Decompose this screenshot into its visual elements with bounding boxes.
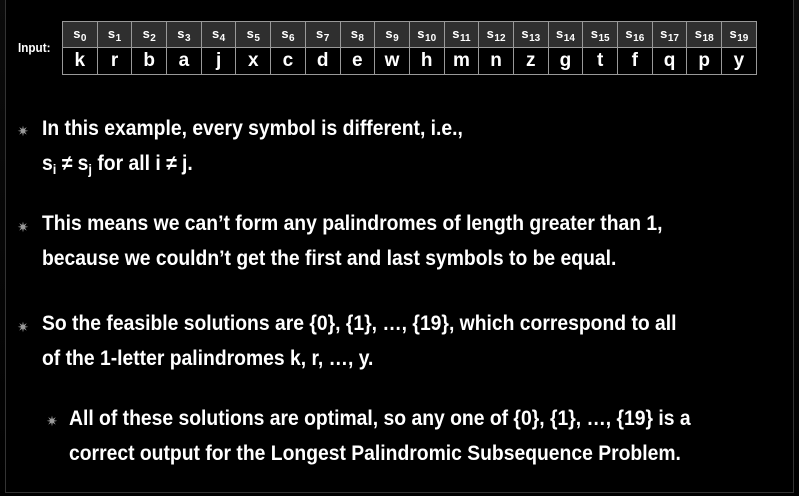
symbol-cell: h xyxy=(409,48,444,75)
index-cell xyxy=(305,22,340,48)
symbol-cell: j xyxy=(201,48,236,75)
index-cell xyxy=(444,22,479,48)
formula-part: for all i ≠ j. xyxy=(91,152,193,175)
index-subscript: 13 xyxy=(529,32,541,44)
index-prefix: s xyxy=(417,25,425,41)
asterisk-bullet-icon: ✷ xyxy=(17,319,29,335)
index-subscript: 16 xyxy=(633,32,645,44)
index-prefix: s xyxy=(729,25,737,41)
index-subscript: 4 xyxy=(219,32,226,44)
index-prefix: s xyxy=(316,25,324,41)
index-subscript: 14 xyxy=(563,32,575,44)
symbol-cell: d xyxy=(305,48,340,75)
symbol-cell: y xyxy=(722,48,757,75)
index-subscript: 0 xyxy=(80,32,87,44)
index-prefix: s xyxy=(694,25,703,41)
symbol-row xyxy=(63,48,757,75)
symbol-cell: b xyxy=(132,48,167,75)
index-cell xyxy=(271,22,306,48)
index-prefix: s xyxy=(556,25,564,41)
index-prefix: s xyxy=(177,25,185,41)
index-cell xyxy=(652,22,687,48)
index-prefix: s xyxy=(107,25,116,41)
index-cell xyxy=(618,22,653,48)
index-prefix: s xyxy=(142,25,150,41)
symbol-cell: e xyxy=(340,48,375,75)
index-subscript: 15 xyxy=(598,32,610,44)
index-subscript: 7 xyxy=(323,32,330,44)
bullet-item xyxy=(42,306,677,376)
bullet-item xyxy=(42,111,463,187)
input-label: Input: xyxy=(18,40,51,55)
index-cell xyxy=(548,22,583,48)
bullet-item xyxy=(42,206,663,276)
bullet-line: This means we can’t form any palindromes of length greater than 1, xyxy=(42,212,663,235)
index-prefix: s xyxy=(452,25,460,41)
symbol-cell: t xyxy=(583,48,618,75)
symbol-cell: z xyxy=(513,48,548,75)
index-subscript: 10 xyxy=(425,32,437,44)
index-prefix: s xyxy=(660,25,668,41)
index-subscript: 1 xyxy=(115,32,122,44)
symbol-cell: g xyxy=(548,48,583,75)
formula-part: s xyxy=(42,152,53,175)
symbol-cell: a xyxy=(167,48,202,75)
index-prefix: s xyxy=(350,25,358,41)
index-cell xyxy=(236,22,271,48)
index-prefix: s xyxy=(486,25,494,41)
formula-subscript: i xyxy=(52,161,57,177)
index-prefix: s xyxy=(521,25,529,41)
index-subscript: 9 xyxy=(393,32,399,44)
bullet-line: correct output for the Longest Palindromic Subsequence Problem. xyxy=(69,442,681,465)
index-row xyxy=(63,22,757,48)
asterisk-bullet-icon: ✷ xyxy=(17,123,29,139)
index-subscript: 2 xyxy=(150,32,156,44)
index-cell xyxy=(722,22,757,48)
index-subscript: 5 xyxy=(254,32,260,44)
index-cell xyxy=(687,22,722,48)
index-subscript: 12 xyxy=(494,32,506,44)
asterisk-bullet-icon: ✷ xyxy=(17,219,29,235)
sequence-table xyxy=(62,21,757,75)
index-subscript: 11 xyxy=(459,32,471,44)
index-prefix: s xyxy=(73,25,81,41)
symbol-cell: r xyxy=(97,48,132,75)
index-subscript: 18 xyxy=(702,32,714,44)
index-cell xyxy=(132,22,167,48)
index-subscript: 19 xyxy=(737,32,749,44)
bullet-line: So the feasible solutions are {0}, {1}, …, {19}, which correspond to all xyxy=(42,312,677,335)
index-prefix: s xyxy=(385,25,393,41)
index-subscript: 8 xyxy=(358,32,364,44)
formula-subscript: j xyxy=(88,161,92,177)
bullet-line: of the 1-letter palindromes k, r, …, y. xyxy=(42,347,374,370)
index-cell xyxy=(409,22,444,48)
index-cell xyxy=(375,22,410,48)
index-prefix: s xyxy=(625,25,633,41)
index-cell xyxy=(340,22,375,48)
symbol-cell: c xyxy=(271,48,306,75)
symbol-cell: n xyxy=(479,48,514,75)
symbol-cell: q xyxy=(652,48,687,75)
bullet-line-formula xyxy=(42,146,463,187)
symbol-cell: k xyxy=(63,48,98,75)
index-prefix: s xyxy=(246,25,254,41)
index-cell xyxy=(167,22,202,48)
sub-bullet-item xyxy=(69,401,691,471)
index-subscript: 3 xyxy=(184,32,191,44)
asterisk-bullet-icon: ✷ xyxy=(46,413,58,429)
index-subscript: 6 xyxy=(289,32,295,44)
bullet-line: All of these solutions are optimal, so any one of {0}, {1}, …, {19} is a xyxy=(69,407,691,430)
symbol-cell: f xyxy=(618,48,653,75)
bullet-line: because we couldn’t get the first and last symbols to be equal. xyxy=(42,247,617,270)
index-cell xyxy=(583,22,618,48)
index-prefix: s xyxy=(281,25,289,41)
symbol-cell: w xyxy=(375,48,410,75)
formula-part: ≠ s xyxy=(56,152,89,175)
index-prefix: s xyxy=(590,25,598,41)
symbol-cell: m xyxy=(444,48,479,75)
index-cell xyxy=(201,22,236,48)
symbol-cell: p xyxy=(687,48,722,75)
bullet-line: In this example, every symbol is different, i.e., xyxy=(42,117,463,140)
index-cell xyxy=(63,22,98,48)
index-cell xyxy=(479,22,514,48)
index-subscript: 17 xyxy=(667,32,679,44)
symbol-cell: x xyxy=(236,48,271,75)
index-prefix: s xyxy=(211,25,220,41)
index-cell xyxy=(97,22,132,48)
index-cell xyxy=(513,22,548,48)
